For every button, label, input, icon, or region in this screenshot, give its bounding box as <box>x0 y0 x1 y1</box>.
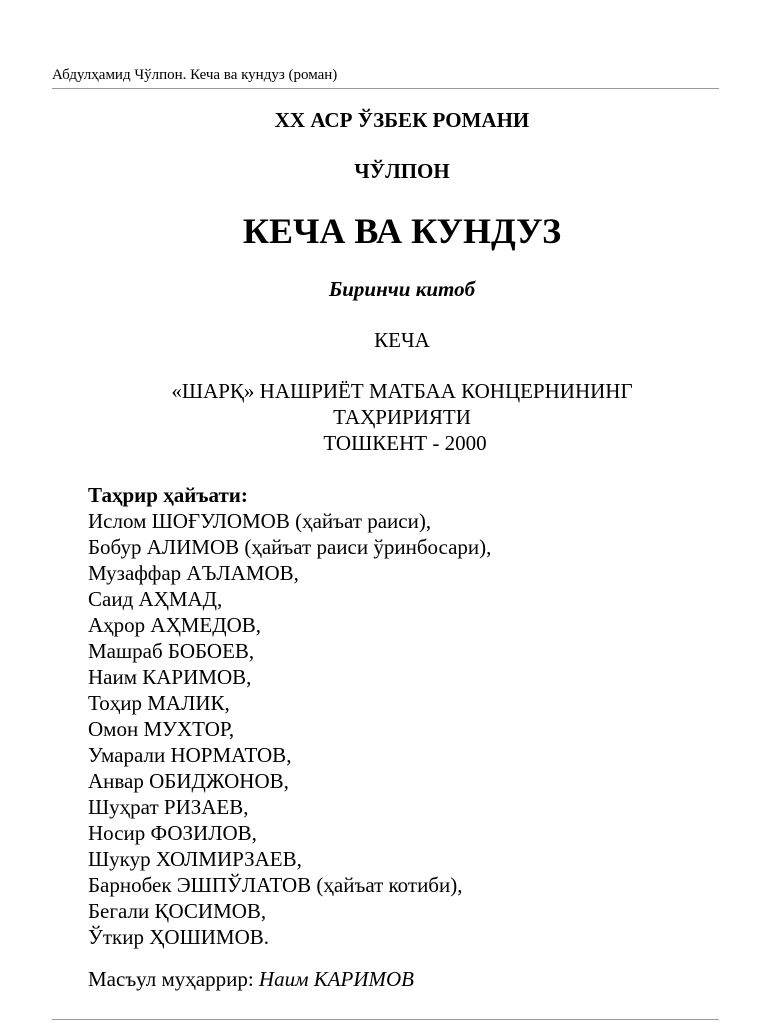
book-title: КЕЧА ВА КУНДУЗ <box>242 211 562 251</box>
editorial-board <box>88 482 491 950</box>
board-member: Шукур ХОЛМИРЗАЕВ, <box>88 847 302 871</box>
editorial-board-heading: Таҳрир ҳайъати: <box>88 483 248 507</box>
board-member: Тоҳир МАЛИК, <box>88 691 230 715</box>
author-name: ЧЎЛПОН <box>354 159 450 183</box>
board-member: Музаффар АЪЛАМОВ, <box>88 561 299 585</box>
board-member: Саид АҲМАД, <box>88 587 223 611</box>
board-member: Анвар ОБИДЖОНОВ, <box>88 769 289 793</box>
header-divider <box>52 88 719 89</box>
responsible-editor-name: Наим КАРИМОВ <box>258 967 414 991</box>
board-member: Шуҳрат РИЗАЕВ, <box>88 795 249 819</box>
board-member: Наим КАРИМОВ, <box>88 665 252 689</box>
responsible-editor-label: Масъул муҳаррир: <box>88 967 259 991</box>
board-member: Машраб БОБОЕВ, <box>88 639 255 663</box>
publisher-line-2: ТАҲРИРИЯТИ <box>333 405 471 429</box>
board-member: Ўткир ҲОШИМОВ. <box>88 925 270 949</box>
series-title: XX АСР ЎЗБЕК РОМАНИ <box>274 108 530 132</box>
board-member: Омон МУХТОР, <box>88 717 235 741</box>
publisher-block <box>0 378 768 456</box>
publisher-line-1: «ШАРҚ» НАШРИЁТ МАТБАА КОНЦЕРНИНИНГ <box>171 379 633 403</box>
footer-divider <box>52 1019 719 1020</box>
responsible-editor <box>88 966 414 992</box>
board-member: Бобур АЛИМОВ (ҳайъат раиси ўринбосари), <box>88 535 492 559</box>
board-member: Умарали НОРМАТОВ, <box>88 743 292 767</box>
board-member: Носир ФОЗИЛОВ, <box>88 821 257 845</box>
board-member: Ислом ШОҒУЛОМОВ (ҳайъат раиси), <box>88 509 432 533</box>
running-header: Абдулҳамид Чўлпон. Кеча ва кундуз (роман) <box>52 67 338 83</box>
board-member: Барнобек ЭШПЎЛАТОВ (ҳайъат котиби), <box>88 873 463 897</box>
volume-label: Биринчи китоб <box>328 277 476 301</box>
board-member: Аҳрор АҲМЕДОВ, <box>88 613 261 637</box>
part-title: КЕЧА <box>374 328 430 352</box>
city-year: ТОШКЕНТ - 2000 <box>323 431 487 455</box>
board-member: Бегали ҚОСИМОВ, <box>88 899 267 923</box>
